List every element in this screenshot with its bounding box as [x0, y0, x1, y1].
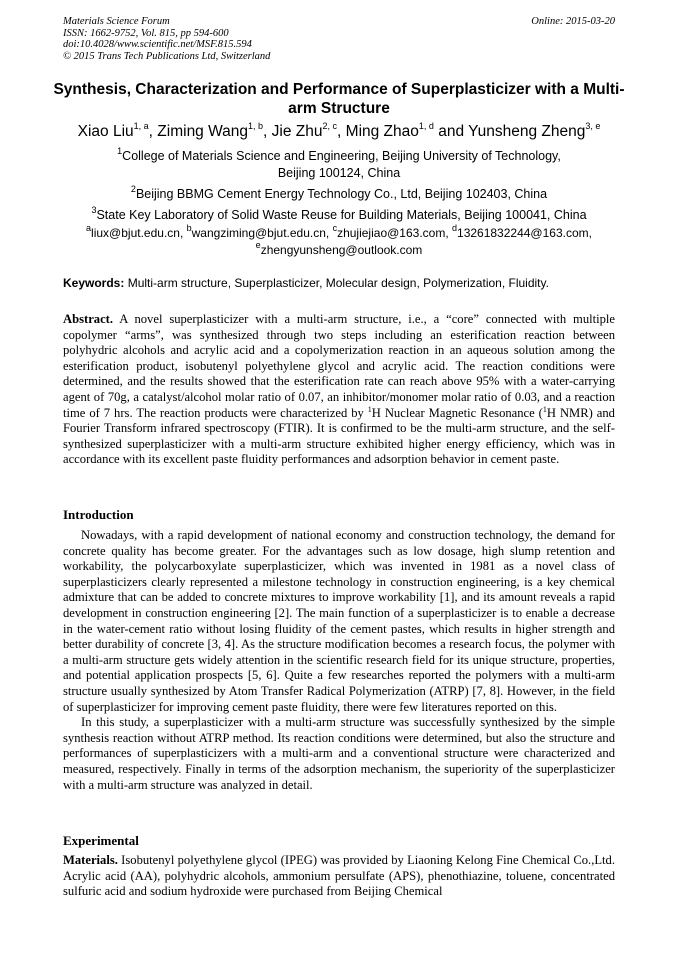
affiliation-2	[40, 183, 638, 203]
affiliation-number: 2	[130, 183, 136, 194]
email-a: liux@bjut.edu.cn,	[91, 226, 184, 240]
online-date: Online: 2015-03-20	[531, 16, 615, 27]
copyright-line: © 2015 Trans Tech Publications Ltd, Switzerland	[63, 50, 271, 62]
author-superscript: 1, a	[133, 120, 149, 131]
author-name: Xiao Liu	[77, 123, 134, 140]
experimental-body	[63, 853, 615, 900]
paragraph: In this study, a superplasticizer with a multi-arm structure was successfully synthesized by the simple synthesis reaction without ATRP method. Its reaction conditions were determined, but also the structure and performances of superplasticizers with a multi-arm and a conventional structure were characterized and measured, respectively. Finally in terms of the adsorption mechanism, the superiority of the superplasticizer with a multi-arm structure was analyzed in detail.	[63, 715, 615, 792]
author-separator: and	[433, 123, 469, 140]
author-separator: ,	[148, 123, 158, 140]
running-header	[63, 16, 615, 62]
affiliation-number: 3	[91, 204, 97, 215]
affiliation-3	[40, 204, 638, 224]
abstract-text: A novel superplasticizer with a multi-arm structure, i.e., a “core” connected with multiple copolymer “arms”, was synthesized through two steps including an esterification reaction between polyhydric alcohols and acrylic acid and a copolymerization reaction in an aqueous solution among the esterification product, isobutenyl polyethylene glycol and acrylic acid. The reaction conditions were determined, and the results showed that the esterification rate can reach above 95% with a water-carrying agent of 70g, a catalyst/alcohol molar ratio of 0.07, an inhibitor/monomer molar ratio of 0.03, and a reaction time of 7 hrs. The reaction products were characterized by	[63, 312, 615, 420]
materials-label: Materials.	[63, 853, 118, 867]
introduction-body	[63, 528, 615, 793]
affiliation-text: Beijing 100124, China	[277, 166, 401, 180]
author-superscript: 1, d	[418, 120, 434, 131]
journal-name: Materials Science Forum	[63, 16, 170, 27]
affiliation-text: State Key Laboratory of Solid Waste Reuse for Building Materials, Beijing 100041, China	[96, 208, 587, 222]
email-e: zhengyunsheng@outlook.com	[260, 243, 423, 257]
author-name: Ming Zhao	[345, 123, 419, 140]
materials-text: Isobutenyl polyethylene glycol (IPEG) was provided by Liaoning Kelong Fine Chemical Co.,Ltd. Acrylic acid (AA), polyhydric alcohols, ammonium persulfate (APS), phenothiazine, toluene, concentrated sulfuric acid and sodium hydroxide were purchased from Beijing Chemical	[63, 853, 615, 899]
author-name: Jie Zhu	[271, 123, 323, 140]
keywords	[63, 276, 618, 291]
author-emails: $^a$liux@bjut.edu.cn, $^b$wangziming@bjut.edu.cn, $^c$zhujiejiao@163.com, $^d$13261832244@163.com, $^e$zhengyunsheng@outlook.com	[86, 223, 592, 257]
paper-title: Synthesis, Characterization and Performance of Superplasticizer with a Multi-arm Structure	[53, 81, 625, 117]
paragraph: Nowadays, with a rapid development of national economy and construction technology, the demand for concrete quality has become greater. For the advantages such as low dosage, high slump retention and workability, the polycarboxylate superplasticizer, which was invented in 1981 as a novel class of superplasticizers clearly represented a milestone technology in construction engineering, is a key chemical admixture that can be added to concrete mixtures to improve workability [1], and its amount reveals a rapid development in construction engineering [2]. The main function of a superplasticizer is to enable a decrease in the water-cement ratio without losing fluidity of the cement pastes, which results in higher strength and better durability of concrete [3, 4]. As the structure modification becomes a research focus, the polymer with a multi-arm structure gets widely attention in the scientific research field for its unique structure, properties, and potential application prospects [5, 6]. Quite a few researches reported the polymers with a multi-arm structure usually synthesized by Atom Transfer Radical Polymerization (ATRP) [7, 8]. However, in the field of superplasticizer for improving cement paste fluidity, there were few literatures reported on this.	[63, 528, 615, 714]
author-separator: ,	[337, 123, 346, 140]
email-b: wangziming@bjut.edu.cn,	[191, 226, 330, 240]
author-list	[20, 122, 658, 142]
author-name: Ziming Wang	[157, 123, 249, 140]
abstract: Abstract. A novel superplasticizer with a multi-arm structure, i.e., a “core” connected with multiple copolymer “arms”, was synthesized through two steps including an esterification reaction between polyhydric alcohols and acrylic acid and a copolymerization reaction in an aqueous solution among the esterification product, isobutenyl polyethylene glycol and acrylic acid. The reaction conditions were determined, and the results showed that the esterification rate can reach above 95% with a water-carrying agent of 70g, a catalyst/alcohol molar ratio of 0.07, an inhibitor/monomer molar ratio of 0.03, and a reaction time of 7 hrs. The reaction products were characterized by $^1$H Nuclear Magnetic Resonance ($^1$H NMR) and Fourier Transform infrared spectroscopy (FTIR). It is confirmed to be the multi-arm structure, and the self-synthesized superplasticizer with a multi-arm structure exhibited higher energy efficiency, which was in accordance with its excellent paste fluidity performances and adsorption behavior in cement paste.	[63, 312, 615, 467]
author-superscript: 2, c	[322, 120, 338, 131]
email-d: 13261832244@163.com,	[457, 226, 592, 240]
affiliation-text: Beijing BBMG Cement Energy Technology Co., Ltd, Beijing 102403, China	[135, 187, 548, 201]
author-separator: ,	[263, 123, 272, 140]
affiliation-1	[40, 145, 638, 182]
author-superscript: 3, e	[585, 120, 601, 131]
affiliation-text: College of Materials Science and Engineering, Beijing University of Technology,	[122, 149, 561, 163]
doi-line: doi:10.4028/www.scientific.net/MSF.815.594	[63, 39, 252, 50]
abstract-label: Abstract.	[63, 312, 114, 326]
issn-line: ISSN: 1662-9752, Vol. 815, pp 594-600	[63, 27, 229, 39]
keywords-label: Keywords:	[63, 276, 125, 290]
author-superscript: 1, b	[248, 120, 264, 131]
email-c: zhujiejiao@163.com,	[337, 226, 449, 240]
introduction-heading: Introduction	[63, 507, 134, 522]
experimental-heading: Experimental	[63, 833, 139, 848]
keywords-text: Multi-arm structure, Superplasticizer, Molecular design, Polymerization, Fluidity.	[124, 276, 549, 290]
affiliation-number: 1	[117, 145, 123, 156]
author-name: Yunsheng Zheng	[468, 123, 586, 140]
